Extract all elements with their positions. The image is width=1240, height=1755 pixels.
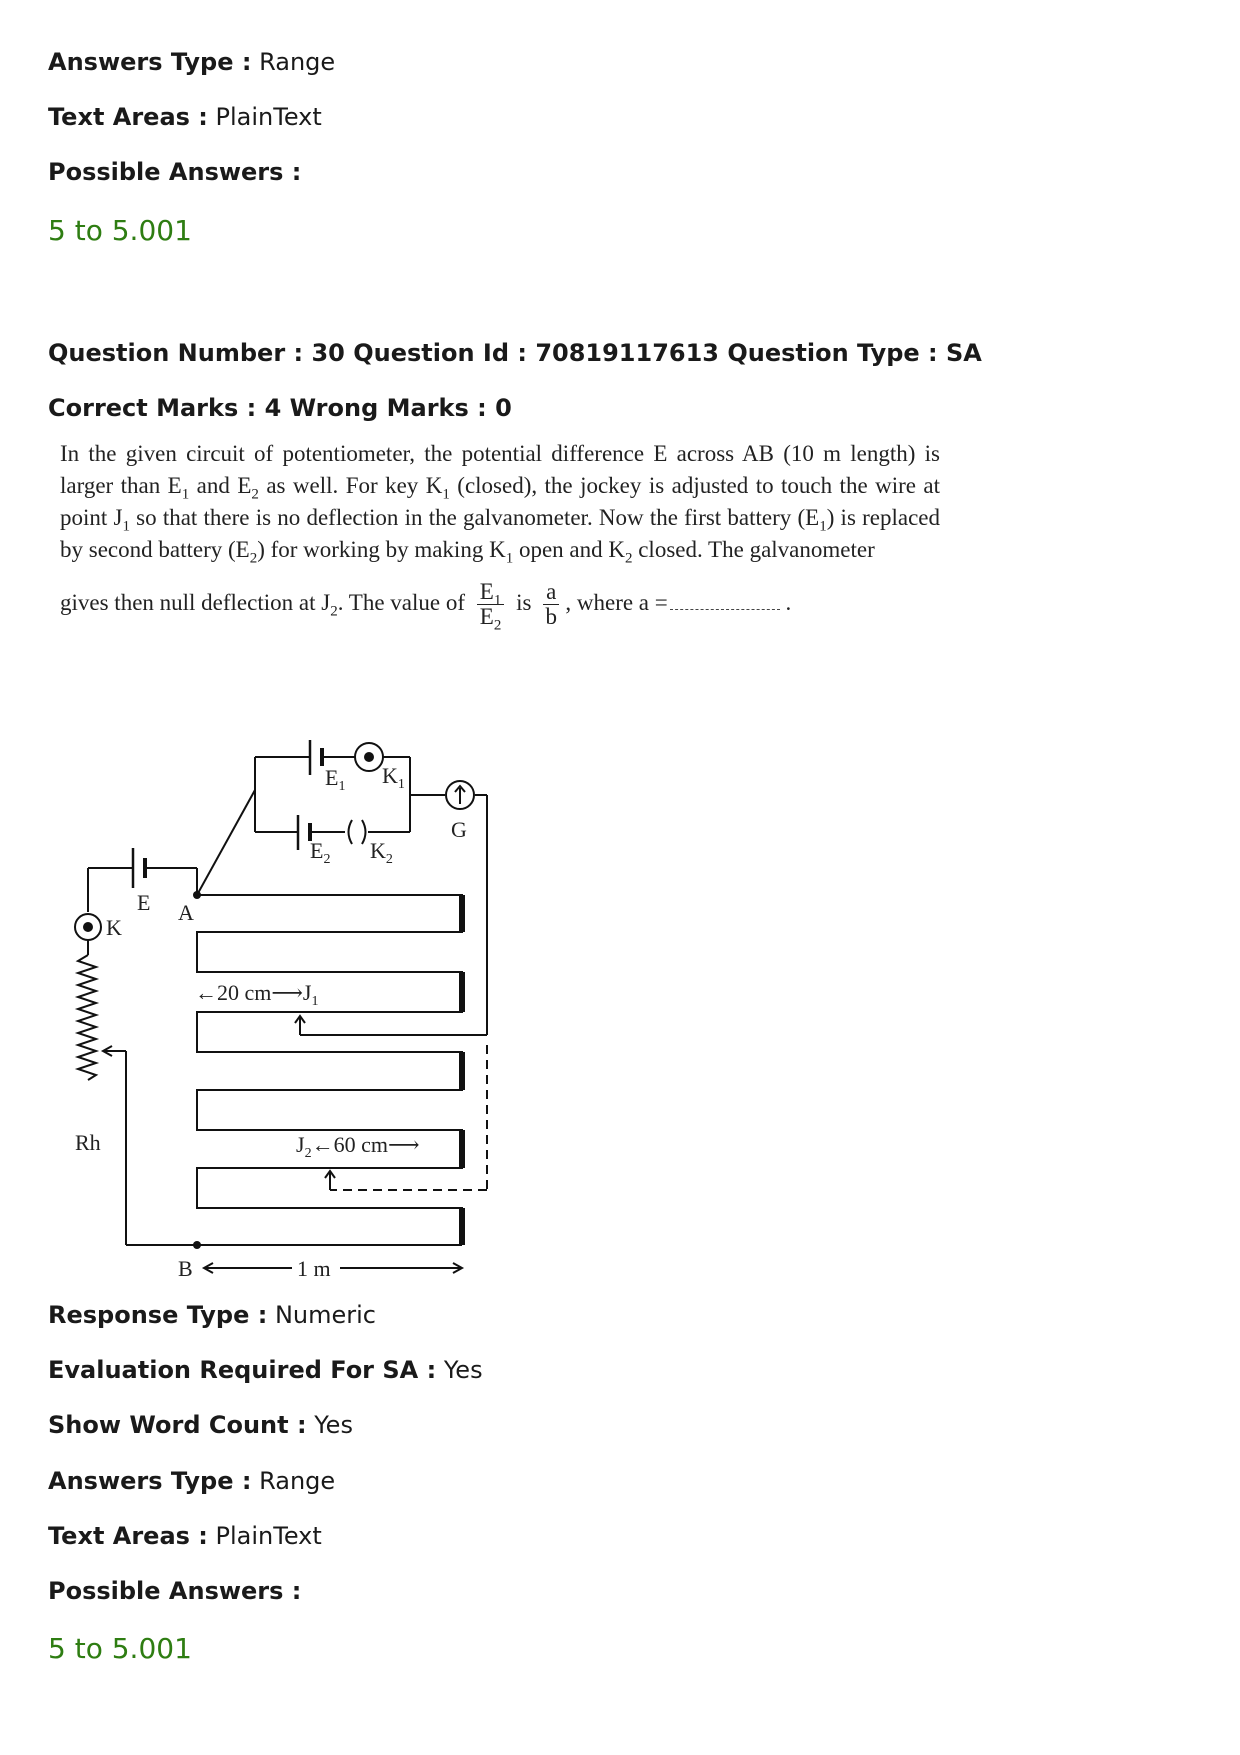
word-count-value: Yes bbox=[314, 1411, 353, 1439]
qtext-part: open and K bbox=[513, 537, 625, 562]
dim-1m: 1 m bbox=[297, 1256, 331, 1281]
frac-b: b bbox=[545, 604, 558, 629]
answers-type-row-2 bbox=[48, 1466, 335, 1496]
label-k2-sub: 2 bbox=[385, 852, 393, 867]
question-header-text: Question Number : 30 Question Id : 70819117613 Question Type : SA bbox=[48, 339, 982, 367]
possible-answers-row-2 bbox=[48, 1576, 301, 1606]
qtext-part: ) is replaced by second battery (E bbox=[60, 505, 940, 562]
qtext-sub: 1 bbox=[122, 518, 130, 535]
qtext-sub: 2 bbox=[624, 550, 633, 567]
key-k1-plug bbox=[364, 752, 374, 762]
word-count-row bbox=[48, 1410, 353, 1440]
label-k1-text: K bbox=[382, 763, 398, 788]
possible-answers-label: Possible Answers : bbox=[48, 1577, 302, 1605]
answers-type-value: Range bbox=[259, 48, 336, 76]
text-areas-label: Text Areas : bbox=[48, 1522, 208, 1550]
label-e1-sub: 1 bbox=[338, 779, 346, 794]
qtext-part: so that there is no deflection in the galvanometer. Now the first battery (E bbox=[129, 505, 820, 530]
qtext-part: ) for working by making K bbox=[257, 537, 506, 562]
dim-60cm-sub: 2 bbox=[304, 1146, 312, 1161]
qtext-part: . bbox=[785, 589, 792, 615]
dim-20cm-text: ←20 cm⟶J bbox=[195, 980, 312, 1005]
label-g: G bbox=[451, 817, 467, 842]
text-areas-value: PlainText bbox=[215, 103, 322, 131]
text-areas-row-2 bbox=[48, 1521, 322, 1551]
dim-60cm-text: ←60 cm⟶ bbox=[311, 1132, 420, 1157]
qtext-sub: 2 bbox=[249, 550, 258, 567]
qtext-sub: 1 bbox=[819, 518, 827, 535]
qtext-part: , where a = bbox=[565, 589, 668, 615]
response-type-label: Response Type : bbox=[48, 1301, 268, 1329]
label-k2-text: K bbox=[370, 838, 386, 863]
frac-num: E bbox=[479, 579, 494, 604]
evaluation-row bbox=[48, 1355, 483, 1385]
possible-answer-value: 5 to 5.001 bbox=[48, 214, 192, 247]
label-e: E bbox=[137, 890, 151, 915]
label-e2-text: E bbox=[310, 838, 324, 863]
qtext-part: closed. The galvanometer bbox=[632, 537, 875, 562]
dim-20cm bbox=[195, 980, 318, 1009]
label-b: B bbox=[178, 1256, 193, 1281]
point-a bbox=[193, 891, 201, 899]
label-e1-text: E bbox=[325, 765, 339, 790]
dim-20cm-sub: 1 bbox=[311, 994, 319, 1009]
label-e1 bbox=[325, 765, 345, 794]
qtext-part: is bbox=[516, 589, 532, 615]
label-k: K bbox=[106, 915, 122, 940]
point-b bbox=[193, 1241, 201, 1249]
frac-a: a bbox=[543, 580, 559, 605]
frac-den: E bbox=[479, 604, 494, 629]
response-type-row bbox=[48, 1300, 376, 1330]
label-e2-sub: 2 bbox=[323, 852, 331, 867]
qtext-part: as well. For key K bbox=[258, 473, 443, 498]
label-e2 bbox=[310, 838, 330, 867]
answers-type-label: Answers Type : bbox=[48, 48, 252, 76]
evaluation-label: Evaluation Required For SA : bbox=[48, 1356, 437, 1384]
qtext-sub: 2 bbox=[330, 603, 338, 620]
dim-60cm-j: J bbox=[296, 1132, 305, 1157]
qtext-sub: 1 bbox=[181, 486, 190, 503]
qtext-part: gives then null deflection at J bbox=[60, 589, 331, 615]
key-k-plug bbox=[83, 922, 93, 932]
qtext-part: and E bbox=[189, 473, 252, 498]
qtext-part: (closed), the jockey is adjusted to touch the wire at point J bbox=[60, 473, 940, 530]
text-areas-label: Text Areas : bbox=[48, 103, 208, 131]
possible-answer-value-2: 5 to 5.001 bbox=[48, 1632, 192, 1665]
answers-type-value: Range bbox=[259, 1467, 336, 1495]
qtext-sub: 2 bbox=[251, 486, 259, 503]
text-areas-value: PlainText bbox=[215, 1522, 322, 1550]
possible-answers-label: Possible Answers : bbox=[48, 158, 302, 186]
answers-type-label: Answers Type : bbox=[48, 1467, 252, 1495]
frac-num-sub: 1 bbox=[493, 592, 502, 609]
label-k1 bbox=[382, 763, 405, 792]
label-a: A bbox=[178, 900, 194, 925]
question-marks-text: Correct Marks : 4 Wrong Marks : 0 bbox=[48, 394, 512, 422]
label-k2 bbox=[370, 838, 393, 867]
word-count-label: Show Word Count : bbox=[48, 1411, 307, 1439]
response-type-value: Numeric bbox=[274, 1301, 376, 1329]
qtext-part: . The value of bbox=[337, 589, 465, 615]
evaluation-value: Yes bbox=[443, 1356, 483, 1384]
label-k1-sub: 1 bbox=[397, 777, 405, 792]
qtext-part: In the given circuit of potentiometer, the potential difference E across AB (10 m length) is larger than E bbox=[60, 441, 940, 498]
label-rh: Rh bbox=[75, 1130, 101, 1155]
dim-60cm bbox=[296, 1132, 419, 1161]
qtext-sub: 1 bbox=[442, 486, 450, 503]
frac-den-sub: 2 bbox=[493, 617, 502, 634]
qtext-sub: 1 bbox=[505, 550, 514, 567]
